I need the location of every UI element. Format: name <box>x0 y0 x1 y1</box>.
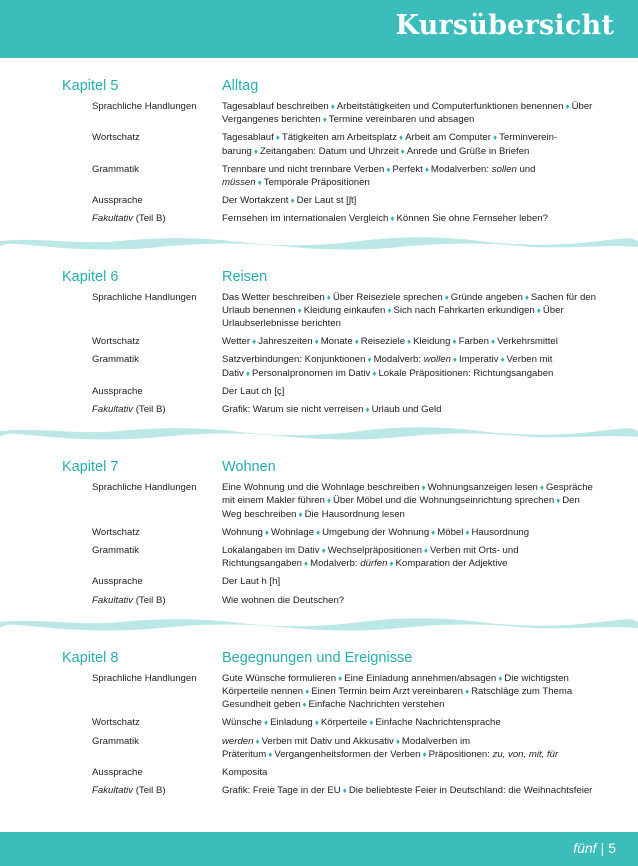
topic-content <box>222 735 602 761</box>
topic-content <box>222 766 602 779</box>
topic-label-text: Sprachliche Handlungen <box>92 672 197 684</box>
diamond-separator-icon: ♦ <box>316 527 321 537</box>
topic-item: Terminvereinbarung <box>222 132 558 157</box>
chapter-title: Begegnungen und Ereignisse <box>222 649 413 666</box>
topic-item: Reiseziele <box>360 336 406 348</box>
topic-row <box>0 403 638 421</box>
topic-item: Einladung <box>270 717 313 729</box>
topic-item: Verkehrsmittel <box>497 336 558 348</box>
diamond-separator-icon: ♦ <box>400 146 405 156</box>
course-overview <box>0 78 638 803</box>
topic-item: Über Möbel und die Wohnungseinrichtung sprechen <box>333 495 555 507</box>
diamond-separator-icon: ♦ <box>264 718 269 728</box>
diamond-separator-icon: ♦ <box>498 673 503 683</box>
topic-label-text: Wortschatz <box>92 132 140 144</box>
topic-label <box>92 131 218 144</box>
diamond-separator-icon: ♦ <box>399 133 404 143</box>
topic-label <box>92 735 218 748</box>
topic-label-text: Wortschatz <box>92 336 140 348</box>
topic-item: Der Wortakzent <box>222 195 289 207</box>
chapter-number: Kapitel 8 <box>62 649 119 666</box>
diamond-separator-icon: ♦ <box>304 559 309 569</box>
topic-item: Präpositionen: zu, von, mit, für <box>428 748 559 760</box>
topic-item: Die Hausordnung lesen <box>304 508 405 520</box>
topic-item: Der Laut st [ʃt] <box>296 195 357 207</box>
topic-item: Können Sie ohne Fernseher leben? <box>396 213 548 225</box>
topic-item: Die wichtigsten Körperteile nennen <box>222 672 569 698</box>
topic-label-text: Sprachliche Handlungen <box>92 291 197 303</box>
topic-label-text: Grammatik <box>92 163 139 175</box>
topic-row <box>0 353 638 384</box>
diamond-separator-icon: ♦ <box>255 736 260 746</box>
topic-content <box>222 594 602 607</box>
topic-content <box>222 403 602 416</box>
topic-label <box>92 163 218 176</box>
topic-item: Wie wohnen die Deutschen? <box>222 594 345 606</box>
diamond-separator-icon: ♦ <box>464 687 470 697</box>
topic-label <box>92 526 218 539</box>
topic-content <box>222 526 602 539</box>
header-band <box>0 0 638 58</box>
topic-item: Sachen für den Urlaub benennen <box>222 291 596 316</box>
topic-label <box>92 353 218 366</box>
diamond-separator-icon: ♦ <box>367 355 372 365</box>
chapter-title: Alltag <box>222 78 259 94</box>
topic-item: Urlaub und Geld <box>371 404 442 416</box>
diamond-separator-icon: ♦ <box>354 337 359 347</box>
diamond-separator-icon: ♦ <box>465 527 470 537</box>
topic-item: Über Reiseziele sprechen <box>332 291 443 303</box>
diamond-separator-icon: ♦ <box>389 559 394 569</box>
topic-item: Modalverben: sollen und müssen <box>222 163 536 189</box>
diamond-separator-icon: ♦ <box>556 496 561 506</box>
topic-item: Wünsche <box>222 717 262 729</box>
diamond-separator-icon: ♦ <box>536 305 541 315</box>
topic-row <box>0 766 638 784</box>
topic-row <box>0 100 638 131</box>
topic-item: Temporale Präpositionen <box>263 177 370 189</box>
topic-item: Wohnung <box>222 526 263 538</box>
topic-label-text: Aussprache <box>92 195 143 207</box>
topic-label <box>92 335 218 348</box>
diamond-separator-icon: ♦ <box>365 405 370 415</box>
topic-label <box>92 100 218 113</box>
topic-label <box>92 716 218 729</box>
topic-row <box>0 575 638 593</box>
topic-item: Umgebung der Wohnung <box>322 526 430 538</box>
topic-item: Tagesablauf <box>222 132 274 144</box>
topic-item: Arbeit am Computer <box>405 132 491 144</box>
diamond-separator-icon: ♦ <box>290 196 295 206</box>
topic-item: Tagesablauf beschreiben <box>222 101 329 112</box>
topic-item: Den Weg beschreiben <box>222 495 580 520</box>
topic-item: Termine vereinbaren und absagen <box>328 114 475 126</box>
topic-item: Monate <box>320 336 353 348</box>
diamond-separator-icon: ♦ <box>302 700 307 710</box>
topic-content <box>222 481 602 521</box>
topic-label <box>92 766 218 779</box>
diamond-separator-icon: ♦ <box>264 527 269 537</box>
topic-row <box>0 716 638 734</box>
topic-item: Einen Termin beim Arzt vereinbaren <box>311 686 463 698</box>
wave-shape <box>0 618 638 630</box>
topic-label-emphasis: Fakultativ <box>92 785 134 797</box>
topic-label <box>92 672 218 685</box>
topic-content <box>222 716 602 729</box>
topic-item: Imperativ <box>459 354 499 366</box>
topic-label-text: (Teil B) <box>133 594 166 606</box>
topic-item: Eine Wohnung und die Wohnlage beschreiben <box>222 482 420 494</box>
diamond-separator-icon: ♦ <box>275 133 280 143</box>
topic-row <box>0 784 638 802</box>
diamond-separator-icon: ♦ <box>326 496 331 506</box>
topic-label-text: Grammatik <box>92 354 139 366</box>
diamond-separator-icon: ♦ <box>490 337 496 347</box>
topic-row <box>0 163 638 194</box>
topic-label <box>92 481 218 494</box>
chapter-block <box>0 78 638 251</box>
topic-item: Trennbare und nicht trennbare Verben <box>222 163 385 175</box>
topic-content <box>222 784 602 797</box>
diamond-separator-icon: ♦ <box>423 546 429 556</box>
diamond-separator-icon: ♦ <box>314 337 319 347</box>
topic-label-text: (Teil B) <box>133 785 166 797</box>
topic-content <box>222 131 602 157</box>
diamond-separator-icon: ♦ <box>565 102 570 111</box>
diamond-separator-icon: ♦ <box>314 718 319 728</box>
topic-content <box>222 163 602 189</box>
topic-label <box>92 784 218 797</box>
topic-item: Hausordnung <box>471 526 530 538</box>
chapter-block <box>0 650 638 803</box>
diamond-separator-icon: ♦ <box>421 483 426 493</box>
topic-label-text: (Teil B) <box>133 404 166 416</box>
page-word: fünf <box>573 840 597 856</box>
topic-label-text: Grammatik <box>92 735 139 747</box>
diamond-separator-icon: ♦ <box>452 355 457 365</box>
diamond-separator-icon: ♦ <box>321 546 326 556</box>
topic-label-text: Wortschatz <box>92 717 140 729</box>
diamond-separator-icon: ♦ <box>322 115 327 125</box>
topic-content <box>222 335 602 348</box>
topic-item: Zeitangaben: Datum und Uhrzeit <box>259 145 399 157</box>
topic-row <box>0 335 638 353</box>
diamond-separator-icon: ♦ <box>330 102 335 111</box>
topic-row <box>0 212 638 230</box>
diamond-separator-icon: ♦ <box>431 527 436 537</box>
topic-item: Gespräche mit einem Makler führen <box>222 482 593 507</box>
topic-item: Modalverb: dürfen <box>310 558 388 570</box>
diamond-separator-icon: ♦ <box>245 368 250 378</box>
diamond-separator-icon: ♦ <box>390 214 395 224</box>
topic-item: Wetter <box>222 336 251 348</box>
diamond-separator-icon: ♦ <box>369 718 374 728</box>
topic-item: Anrede und Grüße in Briefen <box>406 145 530 157</box>
topic-item: Arbeitstätigkeiten und Computerfunktionen benennen <box>336 101 564 112</box>
topic-item: Lokale Präpositionen: Richtungsangaben <box>378 367 554 379</box>
diamond-separator-icon: ♦ <box>492 133 498 143</box>
topic-label <box>92 403 218 416</box>
topic-item: Modalverben im Präteritum <box>222 735 471 760</box>
topic-label-emphasis: Fakultativ <box>92 594 134 606</box>
diamond-separator-icon: ♦ <box>524 292 529 302</box>
diamond-separator-icon: ♦ <box>424 164 429 174</box>
topic-row <box>0 481 638 526</box>
topic-item: Tätigkeiten am Arbeitsplatz <box>281 132 398 144</box>
topic-item: Perfekt <box>392 163 423 175</box>
diamond-separator-icon: ♦ <box>539 483 544 493</box>
topic-label-text: Aussprache <box>92 576 143 588</box>
topic-item: Vergangenheitsformen der Verben <box>274 748 421 760</box>
diamond-separator-icon: ♦ <box>452 337 457 347</box>
topic-content <box>222 575 602 588</box>
chapter-title: Wohnen <box>222 459 276 476</box>
topic-row <box>0 672 638 717</box>
topic-item: Gute Wünsche formulieren <box>222 672 337 684</box>
page-number-label <box>573 840 616 856</box>
topic-row <box>0 594 638 612</box>
diamond-separator-icon: ♦ <box>268 749 273 759</box>
topic-item: Einfache Nachrichten verstehen <box>308 699 445 711</box>
diamond-separator-icon: ♦ <box>338 673 343 683</box>
topic-item: Die beliebteste Feier in Deutschland: die Weihnachtsfeier <box>348 785 593 797</box>
topic-item: Modalverb: wollen <box>373 354 451 366</box>
topic-item: Der Laut ch [ç] <box>222 385 285 397</box>
topic-item: Eine Einladung annehmen/absagen <box>344 672 497 684</box>
topic-content <box>222 291 602 331</box>
wave-shape <box>0 237 638 249</box>
topic-item: Möbel <box>437 526 464 538</box>
diamond-separator-icon: ♦ <box>297 305 302 315</box>
topic-row <box>0 526 638 544</box>
topic-item: Körperteile <box>320 717 368 729</box>
topic-row <box>0 735 638 766</box>
topic-content <box>222 672 602 712</box>
topic-item: Lokalangaben im Dativ <box>222 545 320 557</box>
footer-separator: | <box>600 840 605 856</box>
topic-label-emphasis: Fakultativ <box>92 404 134 416</box>
topic-row <box>0 544 638 575</box>
diamond-separator-icon: ♦ <box>386 164 391 174</box>
topic-label <box>92 575 218 588</box>
topic-item: Fernsehen im internationalen Vergleich <box>222 213 389 225</box>
topic-item: Personalpronomen im Dativ <box>251 367 371 379</box>
topic-label-text: Aussprache <box>92 767 143 779</box>
diamond-separator-icon: ♦ <box>387 305 392 315</box>
topic-content <box>222 353 602 379</box>
diamond-separator-icon: ♦ <box>253 146 258 156</box>
topic-item: Grafik: Warum sie nicht verreisen <box>222 404 364 416</box>
topic-label <box>92 594 218 607</box>
topic-item: Grafik: Freie Tage in der EU <box>222 785 341 797</box>
chapter-header <box>0 459 638 481</box>
topic-label-text: Wortschatz <box>92 526 140 538</box>
topic-content <box>222 100 602 126</box>
topic-item: Über Vergangenes berichten <box>222 101 593 126</box>
topic-item: werden <box>222 735 254 747</box>
topic-item: Ratschläge zum Thema Gesundheit geben <box>222 686 573 711</box>
chapter-header <box>0 650 638 672</box>
topic-item: Jahreszeiten <box>258 336 313 348</box>
chapter-number: Kapitel 7 <box>62 459 119 476</box>
topic-item: Verben mit Dativ <box>222 354 553 379</box>
topic-label-text: Grammatik <box>92 545 139 557</box>
diamond-separator-icon: ♦ <box>326 292 331 302</box>
topic-item: Der Laut h [h] <box>222 576 281 588</box>
topic-item: Wohnlage <box>271 526 315 538</box>
topic-label <box>92 544 218 557</box>
topic-item: Komposita <box>222 767 268 779</box>
topic-label-emphasis: Fakultativ <box>92 213 134 225</box>
topic-item: Farben <box>458 336 489 348</box>
topic-item: Satzverbindungen: Konjunktionen <box>222 354 366 366</box>
page-number: 5 <box>608 840 616 856</box>
topic-label <box>92 291 218 304</box>
diamond-separator-icon: ♦ <box>342 786 347 796</box>
diamond-separator-icon: ♦ <box>395 736 400 746</box>
topic-item: Kleidung <box>413 336 451 348</box>
page-title: Kursübersicht <box>395 10 614 41</box>
chapter-header <box>0 78 638 100</box>
diamond-separator-icon: ♦ <box>500 355 505 365</box>
topic-row <box>0 291 638 336</box>
wave-divider <box>0 235 638 251</box>
diamond-separator-icon: ♦ <box>372 368 377 378</box>
chapter-number: Kapitel 5 <box>62 78 119 94</box>
topic-label <box>92 194 218 207</box>
diamond-separator-icon: ♦ <box>298 509 303 519</box>
topic-label-text: Sprachliche Handlungen <box>92 482 197 494</box>
diamond-separator-icon: ♦ <box>257 178 262 188</box>
diamond-separator-icon: ♦ <box>305 687 310 697</box>
topic-row <box>0 385 638 403</box>
topic-item: Einfache Nachrichtensprache <box>375 717 501 729</box>
wave-shape <box>0 428 638 440</box>
topic-item: Wohnungsanzeigen lesen <box>427 482 538 494</box>
chapter-block <box>0 459 638 632</box>
topic-content <box>222 194 602 207</box>
wave-divider <box>0 616 638 632</box>
topic-content <box>222 385 602 398</box>
topic-item: Über Urlaubserlebnisse berichten <box>222 304 564 330</box>
footer-band <box>0 832 638 866</box>
topic-item: Komparation der Adjektive <box>395 558 508 570</box>
topic-label-text: Sprachliche Handlungen <box>92 101 197 112</box>
topic-content <box>222 544 602 570</box>
diamond-separator-icon: ♦ <box>422 749 427 759</box>
topic-row <box>0 131 638 162</box>
chapter-number: Kapitel 6 <box>62 268 119 285</box>
topic-label <box>92 212 218 225</box>
topic-item: Kleidung einkaufen <box>303 304 386 316</box>
chapter-header <box>0 269 638 291</box>
chapter-title: Reisen <box>222 268 268 285</box>
wave-divider <box>0 425 638 441</box>
topic-item: Das Wetter beschreiben <box>222 291 325 303</box>
diamond-separator-icon: ♦ <box>252 337 257 347</box>
topic-item: Verben mit Dativ und Akkusativ <box>261 735 394 747</box>
topic-label-text: Aussprache <box>92 385 143 397</box>
topic-label <box>92 385 218 398</box>
topic-item: Wechselpräpositionen <box>327 545 422 557</box>
topic-content <box>222 212 602 225</box>
chapter-block <box>0 269 638 442</box>
diamond-separator-icon: ♦ <box>407 337 412 347</box>
topic-item: Verben mit Orts- und Richtungsangaben <box>222 545 519 570</box>
topic-item: Sich nach Fahrkarten erkundigen <box>393 304 535 316</box>
topic-label-text: (Teil B) <box>133 213 166 225</box>
topic-item: Gründe angeben <box>450 291 523 303</box>
topic-row <box>0 194 638 212</box>
diamond-separator-icon: ♦ <box>444 292 449 302</box>
